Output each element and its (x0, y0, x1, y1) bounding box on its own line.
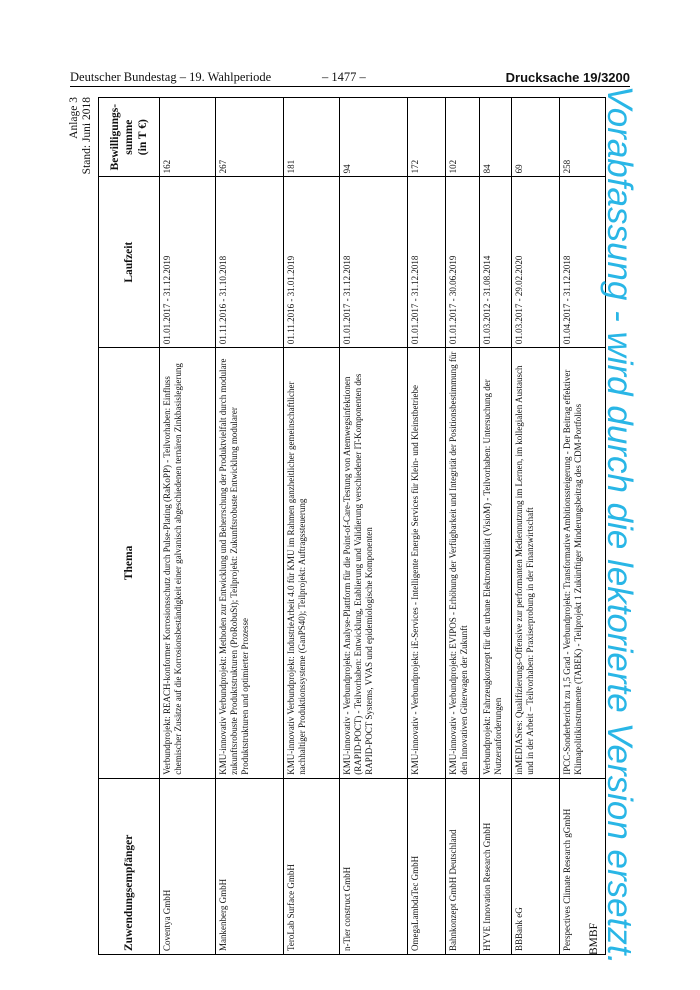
recipient-cell: Perspectives Climate Research gGmbH (560, 778, 606, 954)
amount-header-line2: summe (123, 119, 135, 155)
column-header-recipient: Zuwendungsempfänger (99, 778, 160, 954)
table-header-row (99, 98, 160, 955)
header-left: Deutscher Bundestag – 19. Wahlperiode (70, 70, 272, 84)
period-cell: 01.01.2017 - 30.06.2019 (446, 177, 480, 348)
topic-cell: IPCC-Sonderbericht zu 1,5 Grad - Verbundprojekt: Transformative Ambitionssteigerung - Der Beitrag effektiver Klimapolitikinstrumente (TABEK) - Teilprojekt 1 Zukünftiger Minderungsbeitrag des CDM-Portfolios (560, 348, 606, 779)
amount-cell: 102 (446, 98, 480, 177)
topic-cell: KMU-innovativ - Verbundprojekt: iE-Services - Intelligente Energie Services für Klein- und Kleinstbetriebe (408, 348, 446, 779)
period-cell: 01.04.2017 - 31.12.2018 (560, 177, 606, 348)
ministry-label: BMBF (588, 923, 600, 955)
period-cell: 01.03.2012 - 31.08.2014 (480, 177, 512, 348)
page-number: – 1477 – (322, 70, 366, 84)
amount-header-line1: Bewilligungs- (109, 103, 121, 171)
amount-cell: 258 (560, 98, 606, 177)
amount-cell: 267 (216, 98, 284, 177)
table-row (284, 98, 340, 955)
topic-cell: Verbundprojekt: REACH-konformer Korrosionsschutz durch Pulse-Plating (RaKoPP) - Teilvorhaben: Einfluss chemischer Zusätze auf die Korrosionsbeständigkeit einer galvanisch abgeschiedenen ternären Zinkbasislegierung (160, 348, 216, 779)
topic-cell: KMU-innovativ Verbundprojekt: IndustrieArbeit 4.0 für KMU im Rahmen ganzheitlicher gemeinschaftlicher nachhaltiger Produktionssysteme (GanPS40); Teilprojekt: Auftragssteuerung (284, 348, 340, 779)
topic-cell: KMU-innovativ - Verbundprojekt: EVIPOS - Erhöhung der Verfügbarkeit und Integrität der Positionsbestimmung für den Innovativen Güterwagen der Zukunft (446, 348, 480, 779)
period-cell: 01.03.2017 - 29.02.2020 (512, 177, 560, 348)
period-cell: 01.01.2017 - 31.12.2018 (340, 177, 408, 348)
table-row (216, 98, 284, 955)
recipient-cell: TeroLab Surface GmbH (284, 778, 340, 954)
table-row (480, 98, 512, 955)
header-rule (70, 86, 630, 87)
amount-cell: 162 (160, 98, 216, 177)
table-row (160, 98, 216, 955)
amount-cell: 94 (340, 98, 408, 177)
grants-table (98, 97, 606, 955)
annex-info (68, 97, 94, 174)
document-number-prefix: Drucksache 19/ (505, 70, 602, 85)
period-cell: 01.11.2016 - 31.10.2018 (216, 177, 284, 348)
period-cell: 01.01.2017 - 31.12.2018 (408, 177, 446, 348)
amount-cell: 172 (408, 98, 446, 177)
table-row (446, 98, 480, 955)
annex-date: Stand: Juni 2018 (81, 97, 93, 175)
rotated-page-content (68, 95, 628, 955)
draft-watermark: Vorabfassung - wird durch die lektorierte Version ersetzt. (600, 85, 639, 965)
table-row (408, 98, 446, 955)
amount-cell: 69 (512, 98, 560, 177)
document-number (506, 70, 630, 85)
amount-cell: 84 (480, 98, 512, 177)
recipient-cell: Bahnkonzept GmbH Deutschland (446, 778, 480, 954)
table-row (512, 98, 560, 955)
table-row (340, 98, 408, 955)
column-header-amount (99, 98, 160, 177)
topic-cell: KMU-innovativ Verbundprojekt: Methoden zur Entwicklung und Beherrschung der Produktvielfalt durch modulare zukunftsrobuste Produktstrukturen (ProRobuSt); Teilprojekt: Zukunftsrobuste Entwicklung modularer Produktstrukturen und optimierter Prozesse (216, 348, 284, 779)
amount-header-line3: (in T €) (137, 119, 149, 156)
annex-number: Anlage 3 (68, 97, 80, 139)
amount-cell: 181 (284, 98, 340, 177)
period-cell: 01.11.2016 - 31.01.2019 (284, 177, 340, 348)
column-header-period: Laufzeit (99, 177, 160, 348)
period-cell: 01.01.2017 - 31.12.2019 (160, 177, 216, 348)
recipient-cell: HYVE Innovation Research GmbH (480, 778, 512, 954)
document-number-value: 3200 (601, 70, 630, 85)
topic-cell: Verbundprojekt: Fahrzeugkonzept für die urbane Elektromobilität (VisioM) - Teilvorhaben: Untersuchung der Nutzeranforderungen (480, 348, 512, 779)
topic-cell: inMEDIASres: Qualifizierungs-Offensive zur performanten Mediennutzung im Lernen, im kollegialen Austausch und in der Arbeit – Teilvorhaben: Praxiserprobung in der Finanzwirtschaft (512, 348, 560, 779)
recipient-cell: Coventya GmbH (160, 778, 216, 954)
recipient-cell: BBBank eG (512, 778, 560, 954)
topic-cell: KMU-innovativ - Verbundprojekt: Analyse-Plattform für die Point-of-Care-Testung von Atemwegsinfektionen (RAPID-POCT) - Teilvorhaben: Entwicklung, Etablierung und Validierung verschiedener IT-Komponenten des RAPID-POCT Systems, VVAS und epidemiologische Komponenten (340, 348, 408, 779)
recipient-cell: Mankenberg GmbH (216, 778, 284, 954)
column-header-topic: Thema (99, 348, 160, 779)
recipient-cell: n-Tier construct GmbH (340, 778, 408, 954)
recipient-cell: OmegaLambdaTec GmbH (408, 778, 446, 954)
